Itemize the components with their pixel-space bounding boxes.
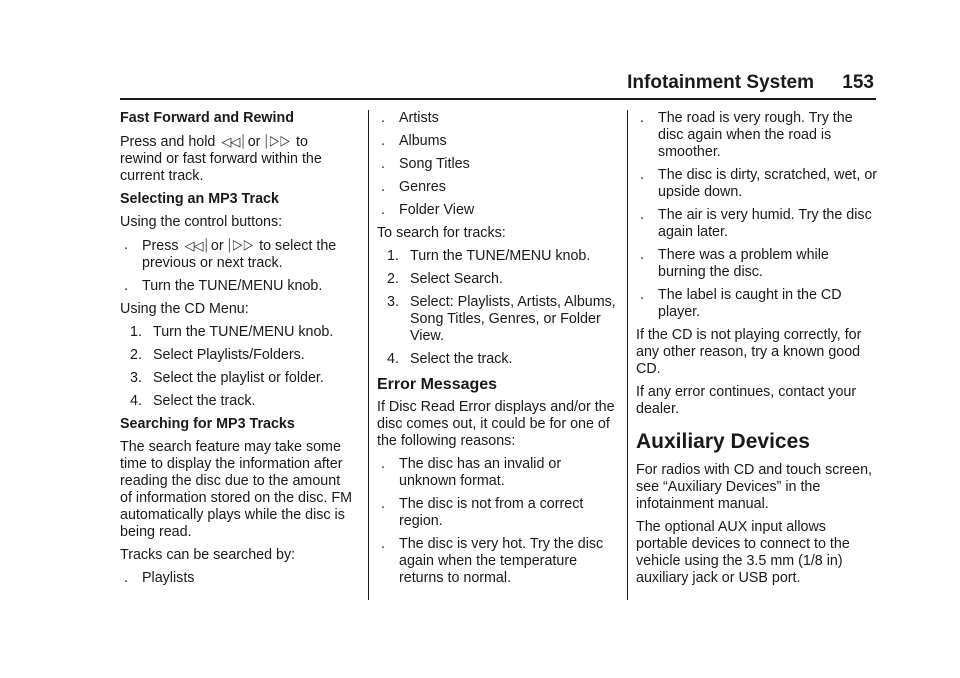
or-text: or: [210, 238, 224, 254]
list-item: [120, 347, 354, 364]
list-item: [377, 179, 621, 196]
step-number: 1.: [387, 248, 399, 264]
list-item: [120, 237, 354, 272]
search-by-list: [120, 570, 354, 587]
list-item: [377, 202, 621, 219]
bullet-text: Genres: [399, 179, 446, 195]
list-item: [636, 167, 878, 201]
error-messages-heading: Error Messages: [377, 376, 498, 393]
bullet-text: The disc is not from a correct region.: [399, 496, 584, 529]
list-item: [120, 570, 354, 587]
aux-paragraph-1: For radios with CD and touch screen, see “Auxiliary Devices” in the infotainment manual.: [636, 462, 873, 512]
list-item: [636, 287, 878, 321]
bullet: .: [124, 570, 128, 586]
fast-forward-icon: ⏐▷▷: [262, 134, 290, 149]
list-item: [636, 207, 878, 241]
section-title: Infotainment System: [627, 72, 814, 93]
error-continues-paragraph: If any error continues, contact your dealer.: [636, 384, 857, 417]
select-mp3-heading: Selecting an MP3 Track: [120, 191, 279, 207]
bullet-text: The disc is very hot. Try the disc again when the temperature returns to normal.: [399, 536, 604, 586]
bullet: .: [640, 110, 644, 126]
bullet-text: There was a problem while burning the disc.: [658, 247, 829, 280]
to-text: to: [295, 134, 308, 150]
bullet: .: [381, 536, 385, 552]
header-rule: [120, 98, 876, 100]
auxiliary-devices-heading: Auxiliary Devices: [636, 430, 810, 453]
bullet: .: [640, 207, 644, 223]
bullet: .: [381, 179, 385, 195]
list-item: [377, 110, 621, 127]
rewind-icon: ◁◁⏐: [221, 134, 246, 149]
step-number: 4.: [387, 351, 399, 367]
step-number: 4.: [130, 393, 142, 409]
cd-menu-text: Using the CD Menu:: [120, 301, 249, 317]
rewind-icon: ◁◁⏐: [184, 238, 209, 253]
page-header: [120, 72, 876, 98]
list-item: [377, 536, 621, 587]
control-list: [120, 237, 354, 295]
bullet: .: [124, 237, 128, 253]
bullet: .: [381, 496, 385, 512]
or-text: or: [247, 134, 261, 150]
bullet-text: The road is very rough. Try the disc again when the road is smoother.: [658, 110, 853, 160]
error-reasons-list: [377, 456, 621, 587]
list-item: [377, 294, 621, 345]
step-text: Select Search.: [410, 271, 503, 287]
bullet-text: Folder View: [399, 202, 475, 218]
bullet-text: Playlists: [142, 570, 195, 586]
press-hold-paragraph: [120, 133, 354, 185]
searching-heading: Searching for MP3 Tracks: [120, 416, 295, 432]
column-1: [120, 110, 354, 593]
cd-menu-steps: [120, 324, 354, 410]
fast-forward-heading: Fast Forward and Rewind: [120, 110, 294, 126]
list-item: [636, 247, 878, 281]
bullet-text: to select the previous or next track.: [142, 238, 337, 271]
search-by-list: [377, 110, 621, 219]
step-text: Select: Playlists, Artists, Albums, Song Titles, Genres, or Folder View.: [410, 294, 616, 344]
list-item: [377, 351, 621, 368]
step-number: 2.: [387, 271, 399, 287]
aux-paragraph-2: The optional AUX input allows portable devices to connect to the vehicle using the 3.5 mm (1/8 in) auxiliary jack or USB port.: [636, 519, 850, 586]
step-number: 3.: [387, 294, 399, 310]
list-item: [377, 456, 621, 490]
step-text: Select the track.: [153, 393, 256, 409]
bullet-text: Albums: [399, 133, 447, 149]
bullet: .: [381, 110, 385, 126]
list-item: [377, 133, 621, 150]
list-item: [377, 248, 621, 265]
bullet: .: [381, 133, 385, 149]
bullet-text: Song Titles: [399, 156, 470, 172]
step-number: 2.: [130, 347, 142, 363]
error-paragraph: If Disc Read Error displays and/or the disc comes out, it could be for one of the following reasons:: [377, 399, 615, 449]
bullet-text: The disc is dirty, scratched, wet, or upside down.: [658, 167, 878, 200]
bullet-text: Press: [142, 238, 179, 254]
press-hold-text: Press and hold: [120, 134, 216, 150]
column-2: [369, 110, 621, 593]
list-item: [377, 156, 621, 173]
list-item: [120, 393, 354, 410]
step-text: Turn the TUNE/MENU knob.: [410, 248, 591, 264]
bullet-text: The air is very humid. Try the disc again later.: [658, 207, 872, 240]
list-item: [120, 324, 354, 341]
press-hold-rest: rewind or fast forward within the current track.: [120, 151, 322, 184]
search-paragraph: The search feature may take some time to display the information after reading the disc due to the amount of information stored on the disc. FM automatically plays while the disc is being read.: [120, 439, 353, 540]
step-text: Turn the TUNE/MENU knob.: [153, 324, 334, 340]
bullet-text: The disc has an invalid or unknown format.: [399, 456, 562, 489]
list-item: [120, 278, 354, 295]
bullet: .: [381, 156, 385, 172]
list-item: [636, 110, 878, 161]
list-item: [120, 370, 354, 387]
column-3: [628, 110, 878, 593]
bullet: .: [124, 278, 128, 294]
bullet: .: [640, 287, 644, 303]
step-text: Select the playlist or folder.: [153, 370, 324, 386]
bullet: .: [381, 456, 385, 472]
bullet-text: Artists: [399, 110, 439, 126]
bullet-text: The label is caught in the CD player.: [658, 287, 842, 320]
not-playing-paragraph: If the CD is not playing correctly, for any other reason, try a known good CD.: [636, 327, 862, 377]
step-text: Select the track.: [410, 351, 513, 367]
list-item: [377, 271, 621, 288]
fast-forward-icon: ⏐▷▷: [225, 238, 254, 253]
bullet: .: [640, 167, 644, 183]
bullet-text: Turn the TUNE/MENU knob.: [142, 278, 323, 294]
to-search-text: To search for tracks:: [377, 225, 506, 241]
page-number: 153: [842, 72, 874, 93]
bullet: .: [640, 247, 644, 263]
control-buttons-text: Using the control buttons:: [120, 214, 283, 230]
error-reasons-list: [636, 110, 878, 321]
search-steps: [377, 248, 621, 368]
bullet: .: [381, 202, 385, 218]
list-item: [377, 496, 621, 530]
step-number: 3.: [130, 370, 142, 386]
step-number: 1.: [130, 324, 142, 340]
tracks-by-text: Tracks can be searched by:: [120, 547, 296, 563]
step-text: Select Playlists/Folders.: [153, 347, 305, 363]
